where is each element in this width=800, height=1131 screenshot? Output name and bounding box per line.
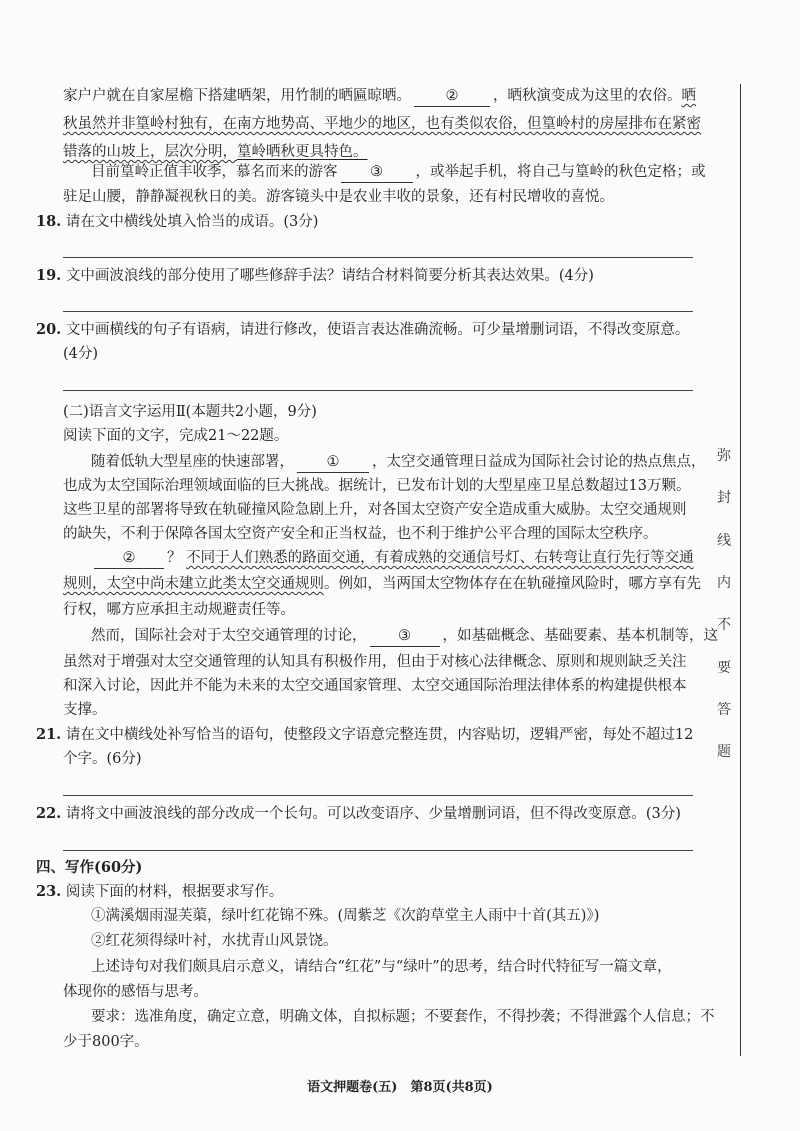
question-19 xyxy=(36,266,594,286)
question-number: 18. xyxy=(36,213,62,230)
passage-line: 行权，哪方应承担主动规避责任等。 xyxy=(63,602,295,618)
binding-line xyxy=(740,84,741,1056)
question-number: 20. xyxy=(36,321,62,338)
question-text: 文中画横线的句子有语病，请进行修改，使语言表达准确流畅。可少量增删词语，不得改变原意。 xyxy=(65,322,690,338)
section-intro: 阅读下面的文字，完成21～22题。 xyxy=(63,428,289,444)
wavy-text: 错落的山坡上，层次分明， xyxy=(63,144,237,160)
poem-line: ②红花须得绿叶衬，水扰青山风景饶。 xyxy=(91,933,338,949)
writing-heading: 四、写作(60分) xyxy=(36,859,143,876)
wavy-text: 晒 xyxy=(681,88,696,104)
question-23 xyxy=(36,882,283,902)
binding-char: 不 xyxy=(717,617,731,633)
answer-line[interactable] xyxy=(63,850,693,851)
question-text: (4分) xyxy=(63,346,99,362)
binding-char: 题 xyxy=(717,744,731,760)
blank-marker: ③ xyxy=(370,164,383,180)
passage-text: ，晒秋演变成为这里的农俗。 xyxy=(493,88,682,104)
passage-text: ，太空交通管理日益成为国际社会讨论的热点焦点， xyxy=(372,454,706,470)
binding-char: 要 xyxy=(717,660,731,676)
question-21 xyxy=(36,725,693,745)
blank-marker: ③ xyxy=(398,628,411,644)
passage-line: 这些卫星的部署将导致在轨碰撞风险急剧上升，对各国太空资产安全造成重大威胁。太空交通规则 xyxy=(63,502,687,518)
answer-blank xyxy=(341,162,413,183)
question-text: 请在文中横线处补写恰当的语句，使整段文字语意完整连贯，内容贴切，逻辑严密，每处不超过12 xyxy=(65,727,694,743)
passage-line: 支撑。 xyxy=(63,702,107,718)
question-text: 请在文中横线处填入恰当的成语。(3分) xyxy=(65,214,319,230)
passage-line xyxy=(63,86,696,107)
passage-line xyxy=(91,452,706,473)
wavy-text: 规则，太空中尚未建立此类太空交通规则 xyxy=(63,576,324,592)
binding-char: 内 xyxy=(717,575,731,591)
answer-blank xyxy=(297,452,369,473)
blank-marker: ① xyxy=(326,454,340,470)
requirement-text: 少于800字。 xyxy=(63,1034,149,1050)
passage-text: 家户户就在自家屋檐下搭建晒架，用竹制的晒匾晾晒。 xyxy=(63,88,411,104)
question-number: 21. xyxy=(36,726,62,743)
passage-line: 和深入讨论，因此并不能为未来的太空交通国家管理、太空交通国际治理法律体系的构建提供根本 xyxy=(63,678,687,694)
passage-text: ，或举起手机，将自己与篁岭的秋色定格；或 xyxy=(415,164,706,180)
answer-blank xyxy=(370,626,440,647)
question-text: 个字。(6分) xyxy=(63,751,142,767)
question-20 xyxy=(36,320,689,340)
poem-line: ①满溪烟雨湿芙蕖，绿叶红花锦不殊。(周紫芝《次韵草堂主人雨中十首(其五)》) xyxy=(91,908,600,924)
blank-marker: ② xyxy=(122,550,136,566)
passage-line: 的缺失，不利于保障各国太空资产安全和正当权益，也不利于维护公平合理的国际太空秩序。 xyxy=(63,526,658,542)
passage-line xyxy=(91,548,694,569)
question-22 xyxy=(36,804,681,824)
passage-line xyxy=(91,626,718,647)
section-heading: (二)语言文字运用Ⅱ(本题共2小题，9分) xyxy=(63,404,317,420)
wavy-text: 不同于人们熟悉的路面交通，有着成熟的交通信号灯、右转弯让直行先行等交通 xyxy=(186,550,694,566)
writing-text: 上述诗句对我们颇具启示意义，请结合“红花”与“绿叶”的思考，结合时代特征写一篇文章， xyxy=(91,959,672,975)
question-number: 22. xyxy=(36,805,62,822)
question-text: 阅读下面的材料，根据要求写作。 xyxy=(65,884,284,900)
binding-char: 线 xyxy=(717,533,731,549)
passage-text: 目前篁岭正值丰收季，慕名而来的游客 xyxy=(91,164,338,180)
wavy-text: 秋虽然并非篁岭村独有，在南方地势高、平地少的地区，也有类似农俗，但篁岭村的房屋排布在紧密 xyxy=(63,116,701,132)
question-18 xyxy=(36,212,318,232)
answer-blank xyxy=(94,548,164,569)
answer-line[interactable] xyxy=(63,311,693,312)
passage-text: 随着低轨大型星座的快速部署， xyxy=(91,454,294,470)
question-text: 请将文中画波浪线的部分改成一个长句。可以改变语序、少量增删词语，但不得改变原意。(3分) xyxy=(65,806,681,822)
question-text: 文中画波浪线的部分使用了哪些修辞手法？请结合材料简要分析其表达效果。(4分) xyxy=(65,268,594,284)
passage-line: 虽然对于增强对太空交通管理的认知具有积极作用，但由于对核心法律概念、原则和规则缺乏关注 xyxy=(63,654,687,670)
answer-blank xyxy=(414,86,490,107)
passage-line: 也成为太空国际治理领域面临的巨大挑战。据统计，已发布计划的大型星座卫星总数超过13万颗。 xyxy=(63,478,691,494)
passage-text: 。例如，当两国太空物体存在在轨碰撞风险时，哪方享有先 xyxy=(324,576,701,592)
blank-marker: ② xyxy=(445,88,459,104)
passage-line xyxy=(63,574,701,594)
answer-line[interactable] xyxy=(63,795,693,796)
answer-line[interactable] xyxy=(63,257,693,258)
question-number: 23. xyxy=(36,883,62,900)
question-number: 19. xyxy=(36,267,62,284)
answer-line[interactable] xyxy=(63,390,693,391)
binding-char: 弥 xyxy=(717,448,731,464)
binding-char: 答 xyxy=(717,702,731,718)
page-footer: 语文押题卷(五) 第8页(共8页) xyxy=(307,1080,493,1095)
underlined-text: 篁岭晒秋更具特色。 xyxy=(237,144,368,160)
requirement-text: 要求：选准角度，确定立意，明确文体，自拟标题；不要套作，不得抄袭；不得泄露个人信息；不 xyxy=(91,1009,715,1025)
passage-line xyxy=(91,162,706,183)
passage-line xyxy=(63,142,368,162)
passage-text: ？ xyxy=(167,550,182,566)
binding-char: 封 xyxy=(717,490,731,506)
passage-line: 驻足山腰，静静凝视秋日的美。游客镜头中是农业丰收的景象，还有村民增收的喜悦。 xyxy=(63,189,614,205)
writing-text: 体现你的感悟与思考。 xyxy=(63,984,208,1000)
passage-text: ，如基础概念、基础要素、基本机制等，这 xyxy=(442,628,718,644)
passage-text: 然而，国际社会对于太空交通管理的讨论， xyxy=(91,628,367,644)
